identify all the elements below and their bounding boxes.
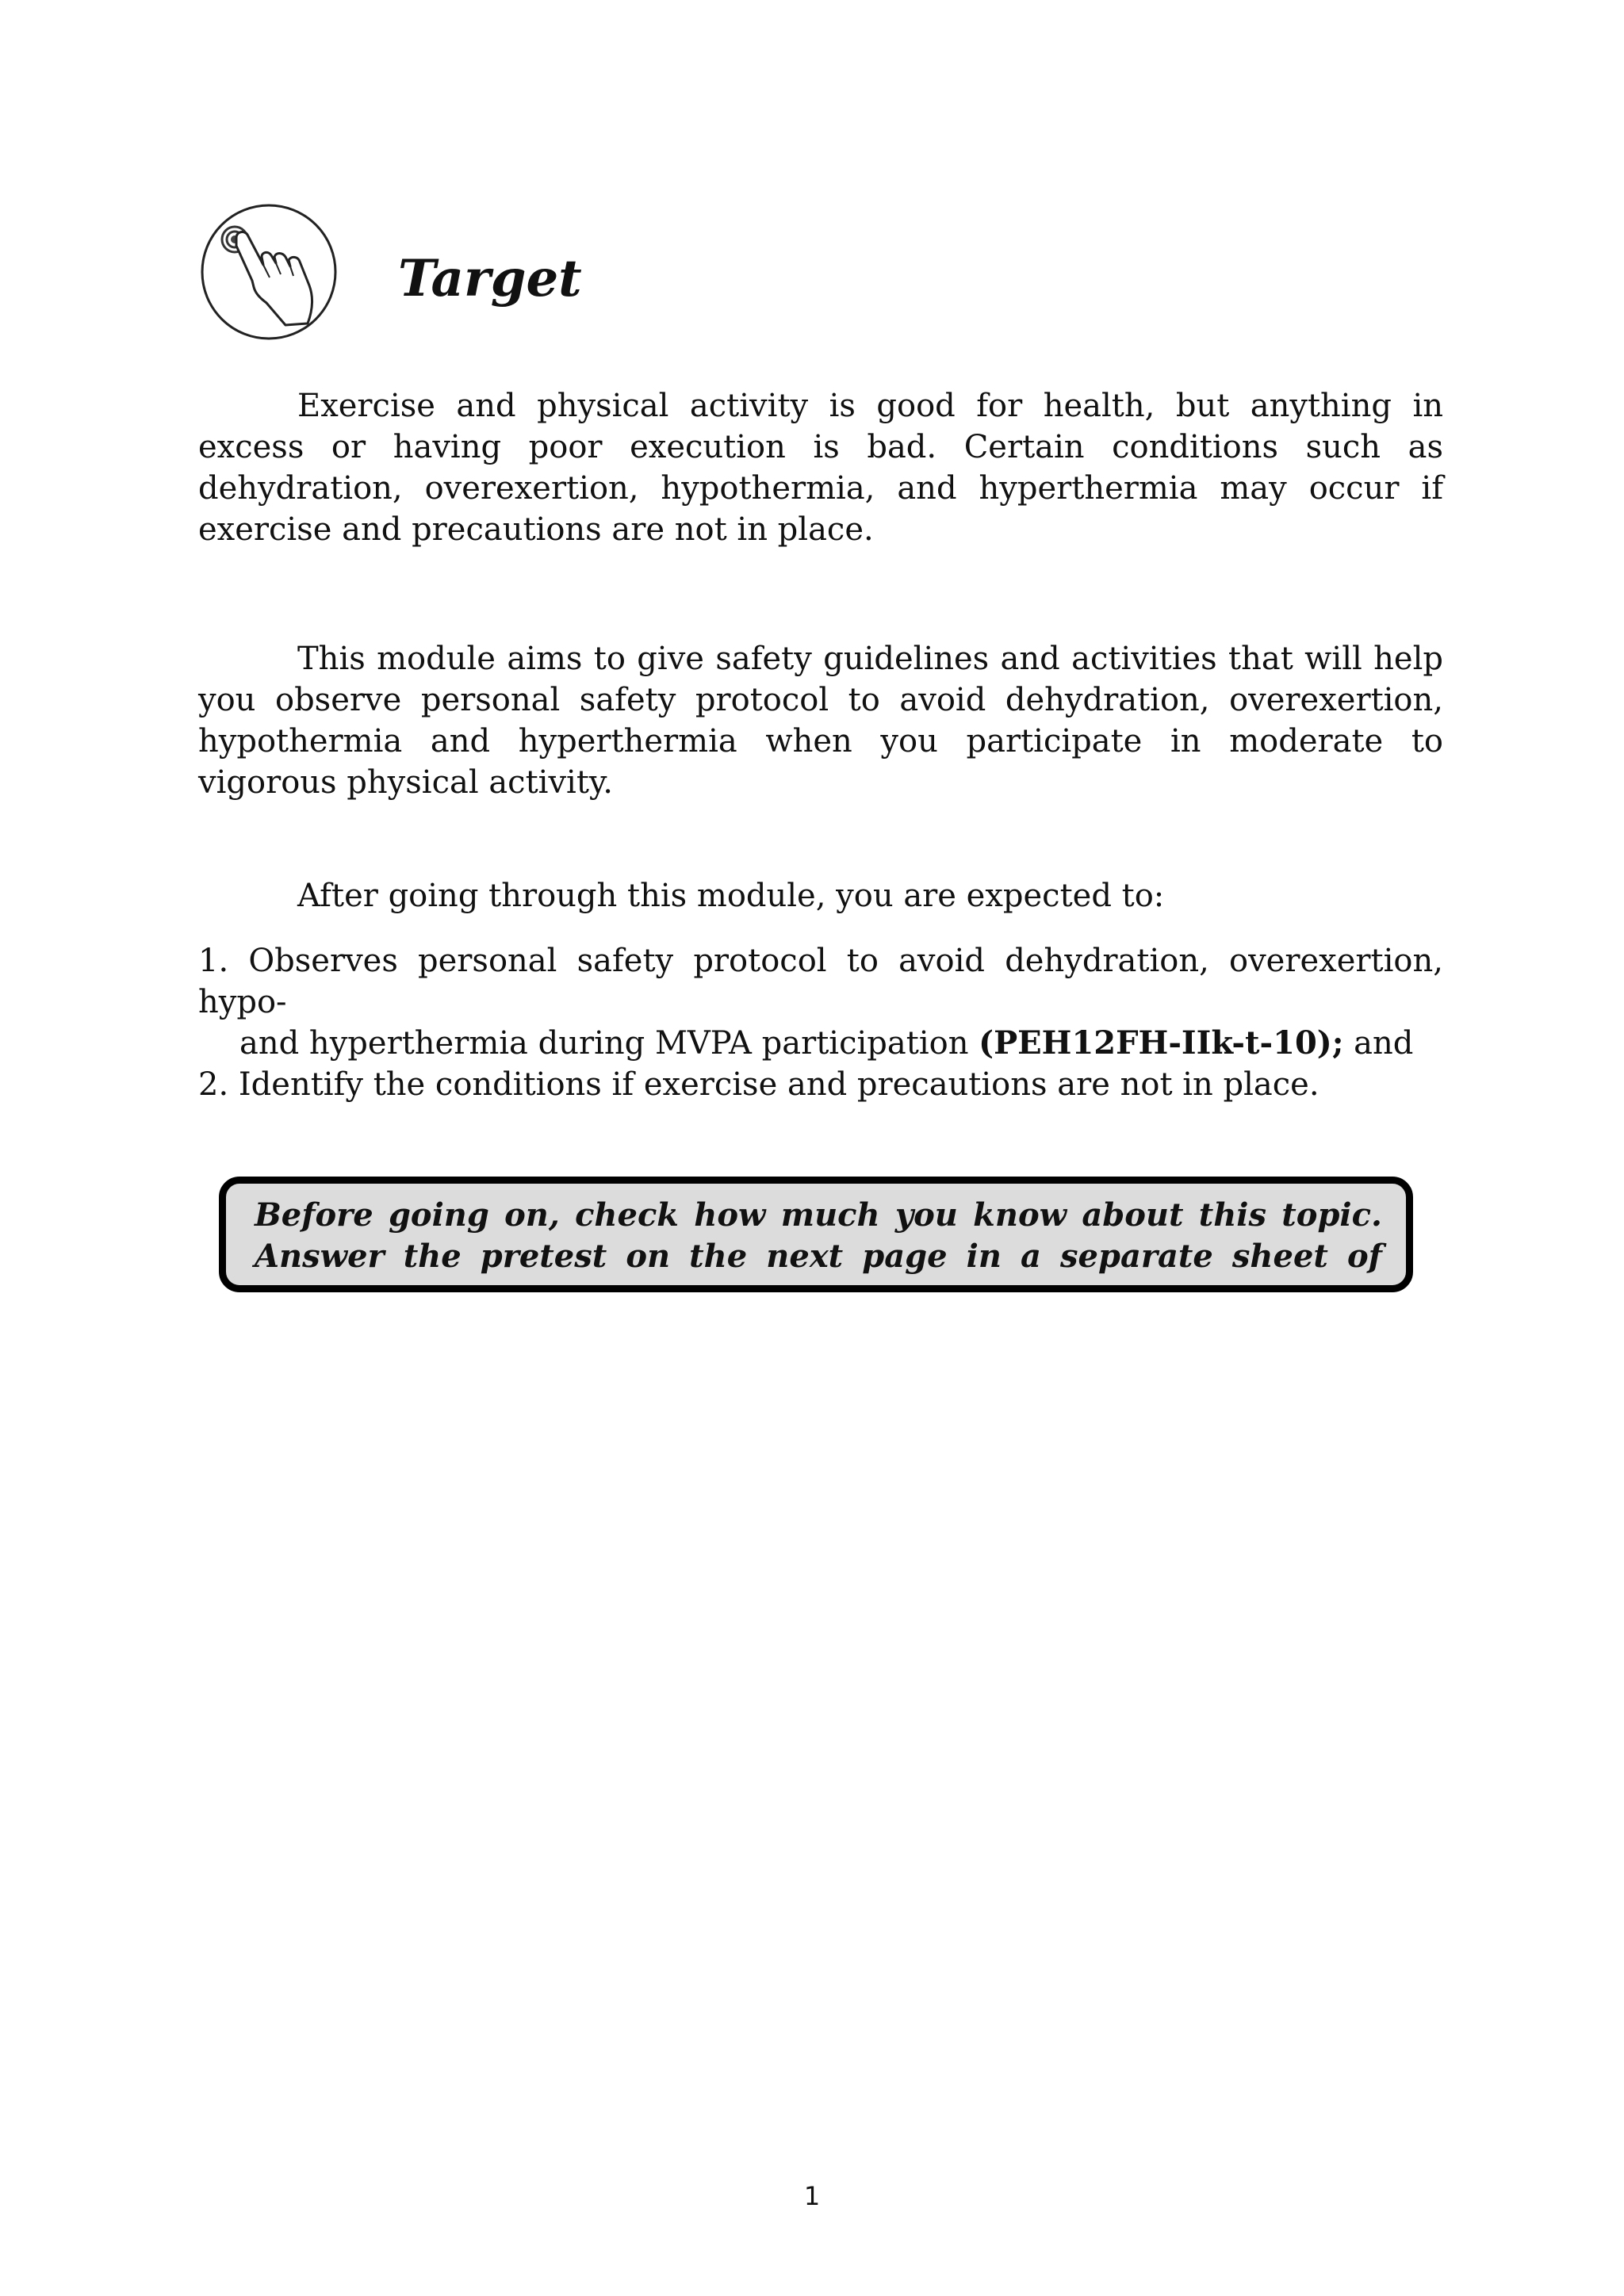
expectations-intro: After going through this module, you are expected to: <box>297 878 1165 914</box>
pretest-notice-box <box>219 1177 1413 1292</box>
objective-2: 2. Identify the conditions if exercise and precautions are not in place. <box>198 1066 1320 1103</box>
notice-line-1: Before going on, check how much you know about this topic. <box>255 1196 1382 1234</box>
section-header <box>197 200 672 350</box>
objective-1-line-2: hypo- <box>198 984 287 1020</box>
module-aim-paragraph: This module aims to give safety guidelines and activities that will help you observe personal safety protocol to avoid dehydration, overexertion, hypothermia and hyperthermia when you participate in moderate to vigorous physical activity. <box>198 641 1443 801</box>
touch-hand-icon <box>197 200 341 344</box>
objectives-list <box>198 940 1443 1105</box>
notice-line-2: Answer the pretest on the next page in a separate sheet of <box>255 1238 1382 1275</box>
objective-1-line-3: and hyperthermia during MVPA participation (PEH12FH-IIk-t-10); and <box>239 1024 1414 1062</box>
page-title: Target <box>398 249 582 308</box>
page-number: 1 <box>803 2181 821 2211</box>
competency-code: (PEH12FH-IIk-t-10); <box>979 1024 1344 1062</box>
objective-1-line-1: 1. Observes personal safety protocol to avoid dehydration, overexertion, <box>198 943 1443 979</box>
intro-paragraph: Exercise and physical activity is good for health, but anything in excess or having poor execution is bad. Certain conditions such as dehydration, overexertion, hypothermia, and hyperthermia may occur if exercise and precautions are not in place. <box>198 388 1443 548</box>
